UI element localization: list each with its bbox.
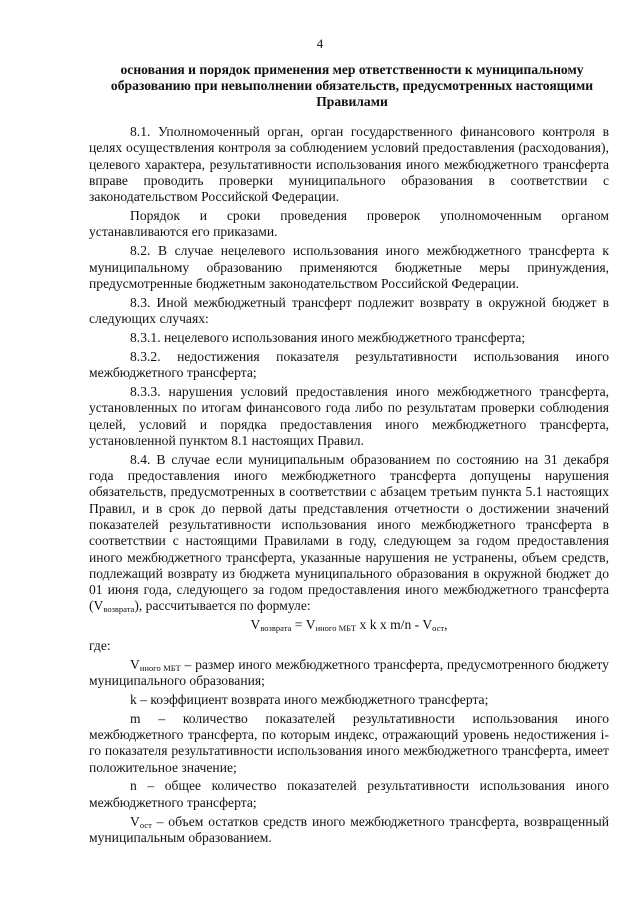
definition-v-rest: [89, 814, 609, 847]
definition-v-mbt: [89, 657, 609, 690]
paragraph-8-3-2: 8.3.2. недостижения показателя результативности использования иного межбюджетного трансферта;: [89, 348, 609, 381]
definition-k: k – коэффициент возврата иного межбюджетного трансферта;: [130, 691, 489, 707]
paragraph-8-3: 8.3. Иной межбюджетный трансферт подлежит возврату в окружной бюджет в следующих случаях:: [89, 294, 609, 327]
document-body: [89, 124, 609, 846]
page-number: 4: [316, 36, 324, 51]
def-v-subscript: иного МБТ: [139, 662, 181, 673]
formula-sub-rest: ост: [432, 623, 445, 634]
def-vrest-symbol: V: [130, 813, 140, 829]
formula-sub-mbt: иного МБТ: [315, 623, 357, 634]
section-heading: основания и порядок применения мер ответственности к муниципальному образованию при невыполнении обязательств, предусмотренных настоящими Правилами: [110, 62, 594, 109]
formula-eq: = V: [291, 617, 316, 633]
formula-v: V: [250, 617, 261, 633]
return-formula: [89, 617, 609, 633]
paragraph-8-3-1: 8.3.1. нецелевого использования иного межбюджетного трансферта;: [130, 329, 526, 345]
where-label: где:: [89, 637, 111, 653]
def-v-symbol: V: [130, 656, 140, 672]
paragraph-8-2: 8.2. В случае нецелевого использования иного межбюджетного трансферта к муниципальному образованию применяются бюджетные меры принуждения, предусмотренные бюджетным законодательством Российской Федерации.: [89, 243, 609, 291]
paragraph-8-4-tail: ), рассчитывается по формуле:: [134, 598, 311, 614]
paragraph-8-3-3: 8.3.3. нарушения условий предоставления иного межбюджетного трансферта, установленных по итогам финансового года либо по результатам проверки соблюдения целей, условий и порядка предоставления иного межбюджетного трансферта, установленной пунктом 8.1 настоящих Правил.: [89, 384, 609, 448]
definition-n: n – общее количество показателей результативности использования иного межбюджетного трансферта;: [89, 778, 609, 810]
formula-sub-return: возврата: [260, 623, 292, 634]
definition-m: m – количество показателей результативности использования иного межбюджетного трансферта, по которым индекс, отражающий уровень недостижения i-го показателя результативности использования иного межбюджетного трансферта, имеет положительное значение;: [89, 710, 609, 775]
paragraph-inspection-terms: Порядок и сроки проведения проверок уполномоченным органом устанавливаются его приказами.: [89, 208, 609, 240]
formula-end: ,: [444, 617, 448, 633]
v-symbol: (V: [89, 598, 104, 614]
def-vrest-subscript: ост: [139, 819, 152, 830]
paragraph-8-4-main: 8.4. В случае если муниципальным образованием по состоянию на 31 декабря года предоставления иного межбюджетного трансферта допущены нарушения обязательств, предусмотренных в соответствии с абзацем третьим пункта 5.1 настоящих Правил, и в срок до первой даты представления отчетности о достижении значений показателей результативности использования иного межбюджетного трансферта в соответствии с настоящими Правилами в году, следующем за годом предоставления иного межбюджетного трансферта, указанные нарушения не устранены, объем средств, подлежащий возврату из бюджета муниципального образования в окружной бюджет до 01 июня года, следующего за годом предоставления иного межбюджетного трансферта: [89, 451, 609, 598]
paragraph-8-1: 8.1. Уполномоченный орган, орган государственного финансового контроля в целях осуществления контроля за соблюдением условий предоставления (расходования), целевого характера, результативности использования иного межбюджетного трансферта вправе проводить проверки муниципального образования в соответствии с законодательством Российской Федерации.: [89, 124, 609, 205]
v-subscript: возврата: [103, 604, 135, 615]
def-vrest-text: – объем остатков средств иного межбюджетного трансферта, возвращенный муниципальным образованием.: [89, 813, 609, 845]
formula-mid: х k х m/n - V: [356, 617, 433, 633]
paragraph-8-4: [89, 452, 609, 615]
def-v-text: – размер иного межбюджетного трансферта, предусмотренного бюджету муниципального образования;: [89, 656, 609, 688]
